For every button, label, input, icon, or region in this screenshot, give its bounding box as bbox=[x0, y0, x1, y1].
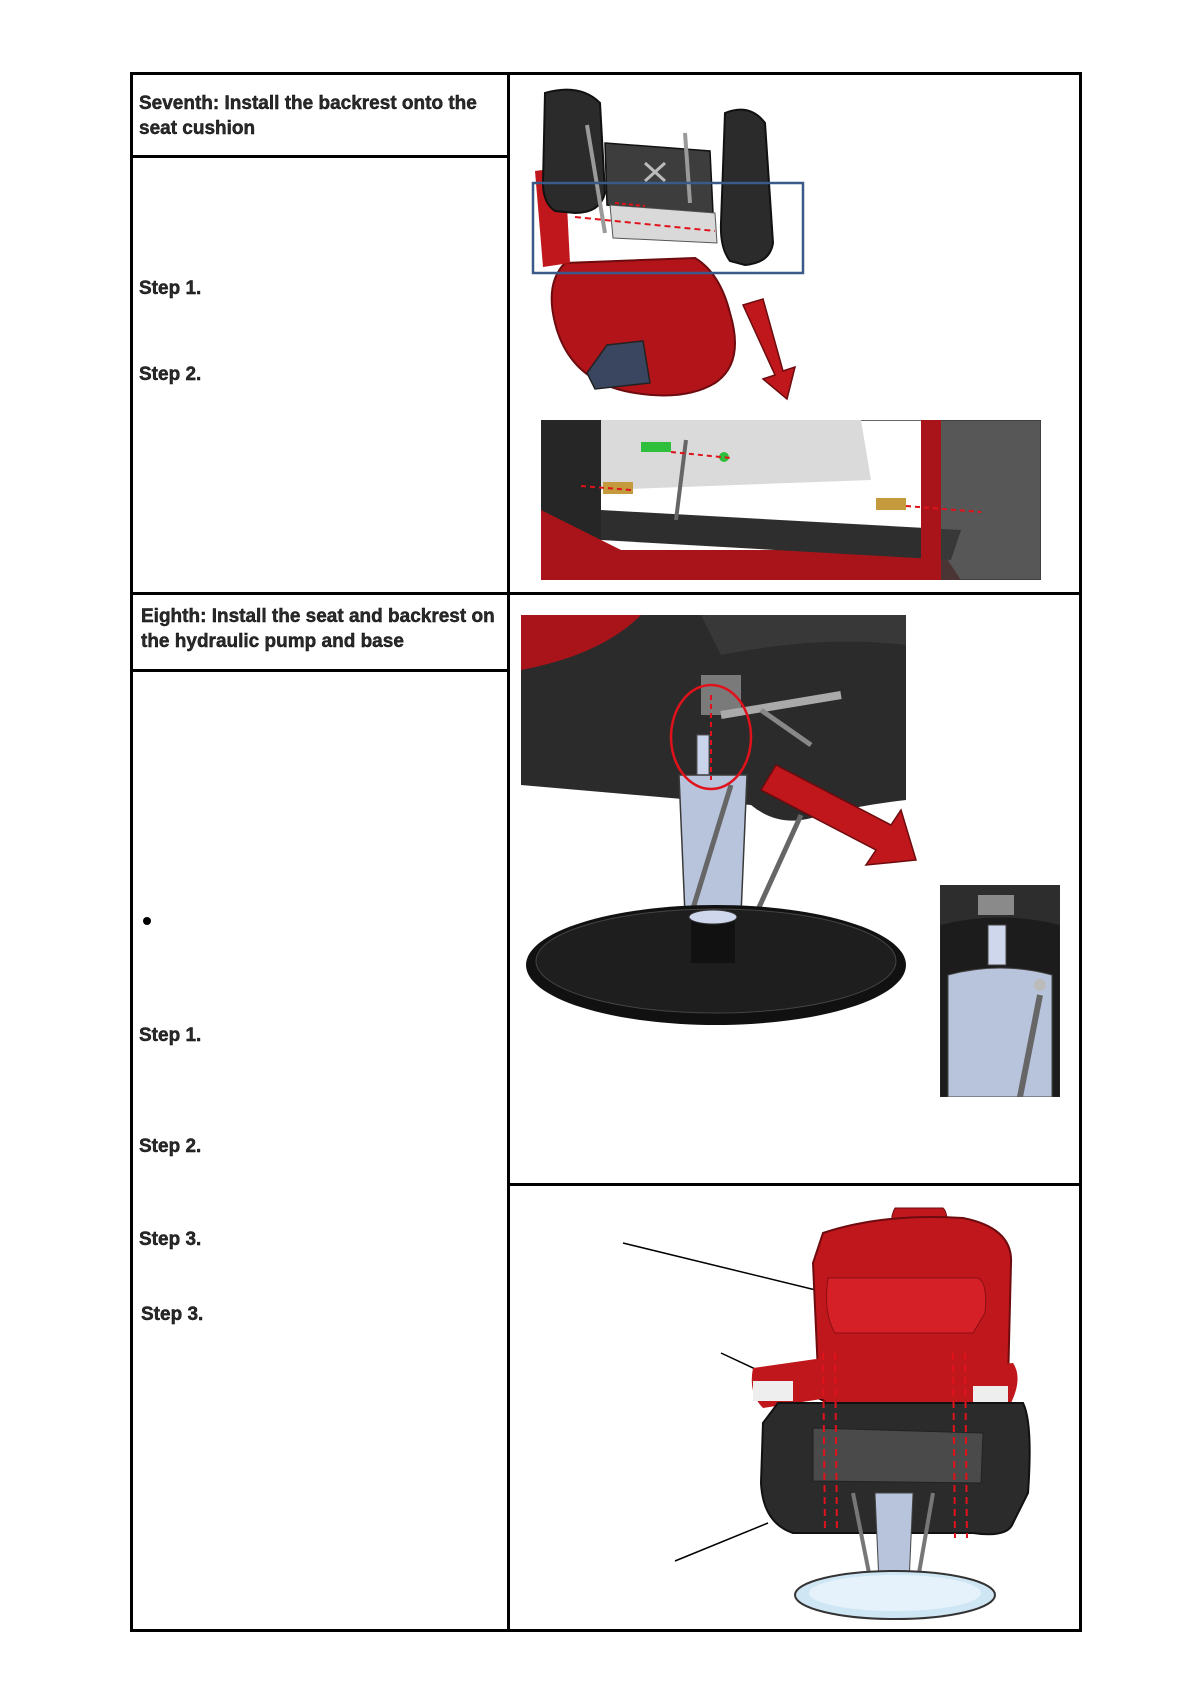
instruction-table bbox=[130, 72, 1082, 1632]
bolt-detail-illustration bbox=[541, 420, 1041, 580]
section-8-step-3: Step 3. bbox=[139, 1229, 202, 1250]
row-divider-8-figures bbox=[510, 1183, 1079, 1186]
row-divider-7-8 bbox=[133, 592, 1079, 595]
seat-on-pump-illustration bbox=[521, 615, 921, 1055]
backrest-seat-assembly-illustration bbox=[525, 83, 845, 413]
section-7-step-2: Step 2. bbox=[139, 364, 202, 385]
row-divider-8-heading bbox=[133, 669, 507, 672]
section-7-heading: Seventh: Install the backrest onto the seat cushion bbox=[139, 93, 477, 139]
section-7-step-1: Step 1. bbox=[139, 278, 202, 299]
section-8-heading: Eighth: Install the seat and backrest on the hydraulic pump and base bbox=[141, 606, 495, 652]
assembled-chair-illustration bbox=[613, 1203, 1073, 1623]
pump-stem-detail-illustration bbox=[940, 885, 1060, 1097]
column-divider bbox=[507, 75, 510, 1629]
row-divider-7-heading bbox=[133, 155, 507, 158]
section-8-step-2: Step 2. bbox=[139, 1136, 202, 1157]
section-8-step-3b: Step 3. bbox=[141, 1304, 204, 1325]
bullet-point bbox=[143, 917, 151, 925]
section-8-step-1: Step 1. bbox=[139, 1025, 202, 1046]
